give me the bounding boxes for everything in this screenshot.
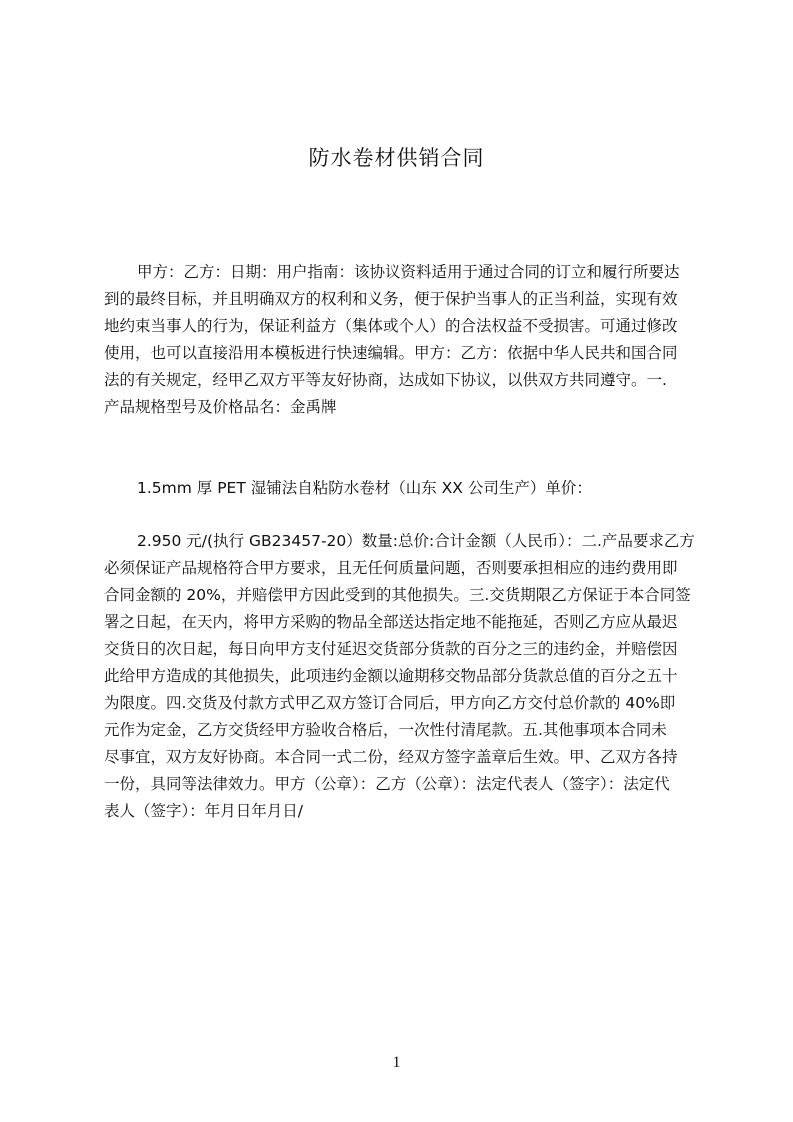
text-line: 到的最终目标，并且明确双方的权利和义务，便于保护当事人的正当利益，实现有效 [104,290,678,308]
document-title: 防水卷材供销合同 [308,146,485,170]
text-line: 一份，具同等法律效力。甲方（公章）：乙方（公章）：法定代表人（签字）：法定代 [104,775,670,793]
text-line: 法的有关规定，经甲乙双方平等友好协商，达成如下协议，以供双方共同遵守。一. [104,371,667,389]
text-line: 为限度。四.交货及付款方式甲乙双方签订合同后，甲方向乙方交付总价款的 40%即 [104,694,676,712]
text-line: 产品规格型号及价格品名：金禹牌 [104,398,337,416]
text-line: 交货日的次日起，每日向甲方支付延迟交货部分货款的百分之三的违约金，并赔偿因 [104,640,678,658]
text-line: 合同金额的 20%，并赔偿甲方因此受到的其他损失。三.交货期限乙方保证于本合同签 [104,586,691,604]
paragraph-terms [104,528,698,825]
page-number: 1 [392,1054,401,1071]
text-line: 表人（签字）：年月日年月日/ [104,802,303,820]
text-line: 署之日起，在天内，将甲方采购的物品全部送达指定地不能拖延，否则乙方应从最迟 [104,613,678,631]
text-line: 必须保证产品规格符合甲方要求，且无任何质量问题，否则要承担相应的违约费用即 [104,559,678,577]
paragraph-intro [104,259,698,421]
text-line: 元作为定金，乙方交货经甲方验收合格后，一次性付清尾款。五.其他事项本合同未 [104,721,667,739]
text-line: 尽事宜，双方友好协商。本合同一式二份，经双方签字盖章后生效。甲、乙双方各持 [104,748,678,766]
text-line: 使用，也可以直接沿用本模板进行快速编辑。甲方：乙方：依据中华人民共和国合同 [104,344,678,362]
paragraph-product [104,475,698,502]
text-line: 地约束当事人的行为，保证利益方（集体或个人）的合法权益不受损害。可通过修改 [104,317,678,335]
text-line: 甲方：乙方：日期：用户指南：该协议资料适用于通过合同的订立和履行所要达 [137,263,680,281]
text-line: 此给甲方造成的其他损失，此项违约金额以逾期移交物品部分货款总值的百分之五十 [104,667,678,685]
text-line: 1.5mm 厚 PET 湿铺法自粘防水卷材（山东 XX 公司生产）单价： [137,479,592,497]
text-line: 2.950 元/(执行 GB23457-20）数量:总价:合计金额（人民币）：二.产品要求乙方 [137,532,695,550]
